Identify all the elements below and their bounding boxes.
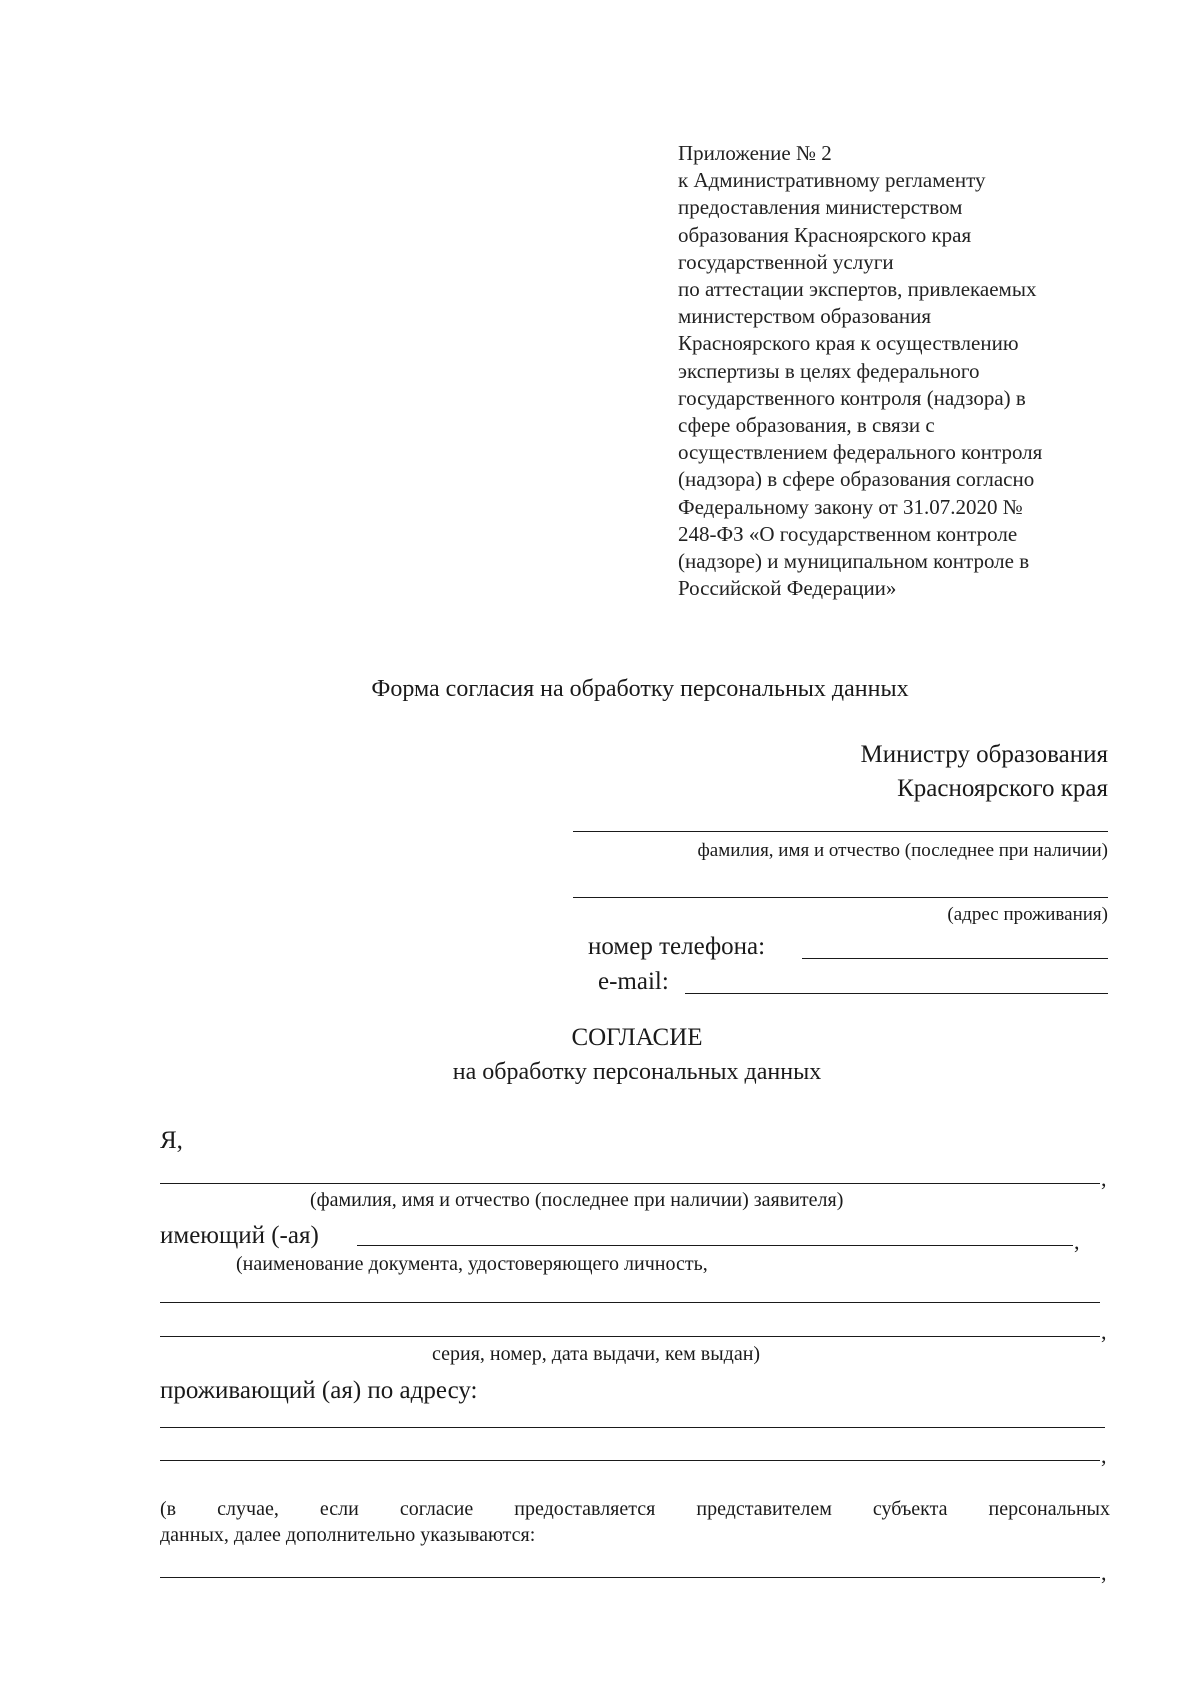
email-label: e-mail:: [598, 968, 669, 995]
comma: ,: [1101, 1319, 1107, 1344]
applicant-address-field[interactable]: [573, 897, 1108, 898]
residence-field-1[interactable]: [160, 1427, 1105, 1428]
appendix-line: экспертизы в целях федерального: [678, 358, 980, 383]
consent-fio-caption: (фамилия, имя и отчество (последнее при наличии) заявителя): [310, 1189, 844, 1211]
applicant-address-caption: (адрес проживания): [947, 904, 1108, 925]
comma: ,: [1101, 1166, 1107, 1191]
comma: ,: [1101, 1560, 1107, 1585]
appendix-line: государственного контроля (надзора) в: [678, 385, 1026, 410]
phone-field[interactable]: [802, 958, 1108, 959]
appendix-line: 248-ФЗ «О государственном контроле: [678, 521, 1018, 546]
addressee-line-1: Министру образования: [860, 741, 1108, 768]
applicant-fio-caption: фамилия, имя и отчество (последнее при наличии): [697, 840, 1108, 861]
consent-fio-field[interactable]: [160, 1183, 1100, 1184]
appendix-line: государственной услуги: [678, 249, 894, 274]
consent-title: СОГЛАСИЕ: [571, 1024, 703, 1051]
phone-label: номер телефона:: [588, 933, 766, 960]
i-label: Я,: [160, 1127, 183, 1154]
appendix-line: образования Красноярского края: [678, 222, 972, 247]
residing-label: проживающий (ая) по адресу:: [160, 1377, 478, 1404]
consent-subtitle: на обработку персональных данных: [452, 1059, 822, 1085]
appendix-line: осуществлением федерального контроля: [678, 440, 1043, 465]
appendix-line: предоставления министерством: [678, 195, 963, 220]
appendix-line: (надзоре) и муниципальном контроле в: [678, 549, 1030, 574]
document-details-field-2[interactable]: [160, 1336, 1100, 1337]
addressee-line-2: Красноярского края: [897, 775, 1108, 802]
appendix-line: (надзора) в сфере образования согласно: [678, 467, 1035, 492]
representative-field[interactable]: [160, 1577, 1100, 1578]
appendix-line: Приложение № 2: [678, 141, 832, 165]
document-field[interactable]: [357, 1245, 1073, 1246]
appendix-line: министерством образования: [678, 304, 932, 329]
email-field[interactable]: [685, 993, 1108, 994]
representative-note-line-2: данных, далее дополнительно указываются:: [160, 1524, 536, 1546]
series-caption: серия, номер, дата выдачи, кем выдан): [432, 1343, 761, 1365]
document-caption: (наименование документа, удостоверяющего личность,: [236, 1253, 708, 1275]
form-title: Форма согласия на обработку персональных данных: [371, 676, 909, 702]
addressee: [861, 738, 1109, 806]
comma: ,: [1101, 1443, 1107, 1468]
appendix-line: к Административному регламенту: [678, 168, 986, 193]
appendix-header: [678, 140, 1118, 602]
appendix-line: Федеральному закону от 31.07.2020 №: [678, 494, 1023, 519]
having-label: имеющий (-ая): [160, 1222, 319, 1249]
comma: ,: [1074, 1229, 1080, 1254]
applicant-fio-field[interactable]: [573, 831, 1108, 832]
representative-note-line-1: (в случае, если согласие предоставляется представителем субъекта персональных: [160, 1498, 1110, 1520]
appendix-line: по аттестации экспертов, привлекаемых: [678, 277, 1037, 302]
appendix-line: Красноярского края к осуществлению: [678, 331, 1019, 356]
document-details-field-1[interactable]: [160, 1302, 1100, 1303]
appendix-line: сфере образования, в связи с: [678, 413, 935, 438]
residence-field-2[interactable]: [160, 1460, 1100, 1461]
appendix-line: Российской Федерации»: [678, 576, 897, 601]
